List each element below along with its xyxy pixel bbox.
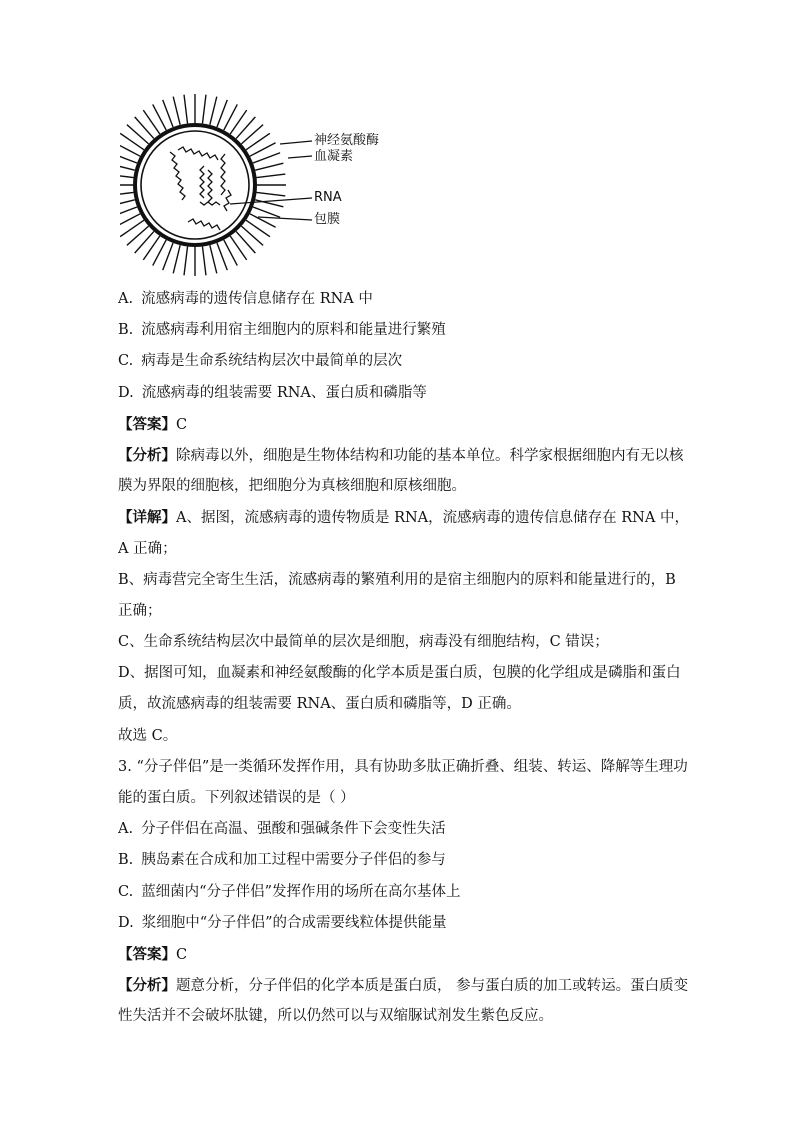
q2-analysis-cont: 膜为界限的细胞核，把细胞分为真核细胞和原核细胞。 <box>118 478 466 495</box>
q3-stem: 3. “分子伴侣”是一类循环发挥作用，具有协助多肽正确折叠、组装、转运、降解等生理功 <box>118 758 688 775</box>
q2-answer: 【答案】C <box>118 415 188 433</box>
q3-analysis-cont: 性失活并不会破坏肽键，所以仍然可以与双缩脲试剂发生紫色反应。 <box>118 1008 553 1025</box>
q2-detail-l2: A 正确； <box>118 540 177 557</box>
spike <box>253 207 280 217</box>
spike <box>217 100 227 127</box>
q3-stem-cont: 能的蛋白质。下列叙述错误的是（ ） <box>118 790 355 806</box>
spike <box>173 97 180 125</box>
spike <box>255 163 283 170</box>
leader-lines <box>230 141 312 220</box>
spike <box>173 245 180 273</box>
spike <box>120 163 135 170</box>
spike <box>163 100 173 127</box>
spike <box>202 247 205 276</box>
rna-strands <box>170 147 231 230</box>
spike <box>257 192 286 195</box>
label-hemagglutinin: 血凝素 <box>314 149 354 164</box>
document-body <box>118 284 692 1033</box>
q2-option-b: B. 流感病毒利用宿主细胞内的原料和能量进行繁殖 <box>118 322 446 339</box>
envelope-spikes <box>120 94 286 276</box>
virus-structure-svg <box>120 92 380 278</box>
q2-detail-l4: 正确； <box>118 602 162 619</box>
q3-answer: 【答案】C <box>118 945 188 963</box>
influenza-virus-diagram <box>120 92 380 278</box>
envelope-membrane <box>135 125 255 245</box>
q2-conclusion: 故选 C。 <box>118 727 178 744</box>
q3-option-d: D. 浆细胞中“分子伴侣”的合成需要线粒体提供能量 <box>118 914 447 931</box>
spike <box>120 200 135 207</box>
q2-detail-l3: B、病毒营完全寄生生活，流感病毒的繁殖利用的是宿主细胞内的原料和能量进行的，B <box>118 571 676 588</box>
spike <box>210 97 217 125</box>
label-rna: RNA <box>314 190 342 205</box>
spike <box>184 95 187 124</box>
q3-option-a: A. 分子伴侣在高温、强酸和强碱条件下会变性失活 <box>118 821 446 838</box>
q2-detail-l5: C、生命系统结构层次中最简单的层次是细胞，病毒没有细胞结构，C 错误； <box>118 634 609 651</box>
q2-option-c: C. 病毒是生命系统结构层次中最简单的层次 <box>118 353 403 370</box>
q2-detail: 【详解】A、据图，流感病毒的遗传物质是 RNA，流感病毒的遗传信息储存在 RNA 中， <box>118 509 689 527</box>
label-neuraminidase: 神经氨酸酶 <box>314 133 380 148</box>
spike <box>253 153 280 163</box>
q2-detail-l7: 质，故流感病毒的组装需要 RNA、蛋白质和磷脂等，D 正确。 <box>118 696 521 713</box>
spike <box>184 247 187 276</box>
spike <box>120 174 133 177</box>
q3-option-b: B. 胰岛素在合成和加工过程中需要分子伴侣的参与 <box>118 852 446 869</box>
spike <box>163 243 173 270</box>
q3-analysis: 【分析】题意分析，分子伴侣的化学本质是蛋白质， 参与蛋白质的加工或转运。蛋白质变 <box>118 977 689 995</box>
q2-detail-l6: D、据图可知，血凝素和神经氨酸酶的化学本质是蛋白质，包膜的化学组成是磷脂和蛋白 <box>118 665 681 682</box>
q2-option-a: A. 流感病毒的遗传信息储存在 RNA 中 <box>118 291 373 307</box>
spike <box>257 174 286 177</box>
spike <box>210 245 217 273</box>
spike <box>202 95 205 124</box>
spike <box>120 207 137 217</box>
label-envelope: 包膜 <box>314 212 341 227</box>
q2-option-d: D. 流感病毒的组装需要 RNA、蛋白质和磷脂等 <box>118 384 427 401</box>
q3-option-c: C. 蓝细菌内“分子伴侣”发挥作用的场所在高尔基体上 <box>118 883 461 900</box>
spike <box>217 243 227 270</box>
q2-analysis: 【分析】除病毒以外，细胞是生物体结构和功能的基本单位。科学家根据细胞内有无以核 <box>118 446 684 464</box>
spike <box>120 153 137 163</box>
spike <box>120 192 133 195</box>
